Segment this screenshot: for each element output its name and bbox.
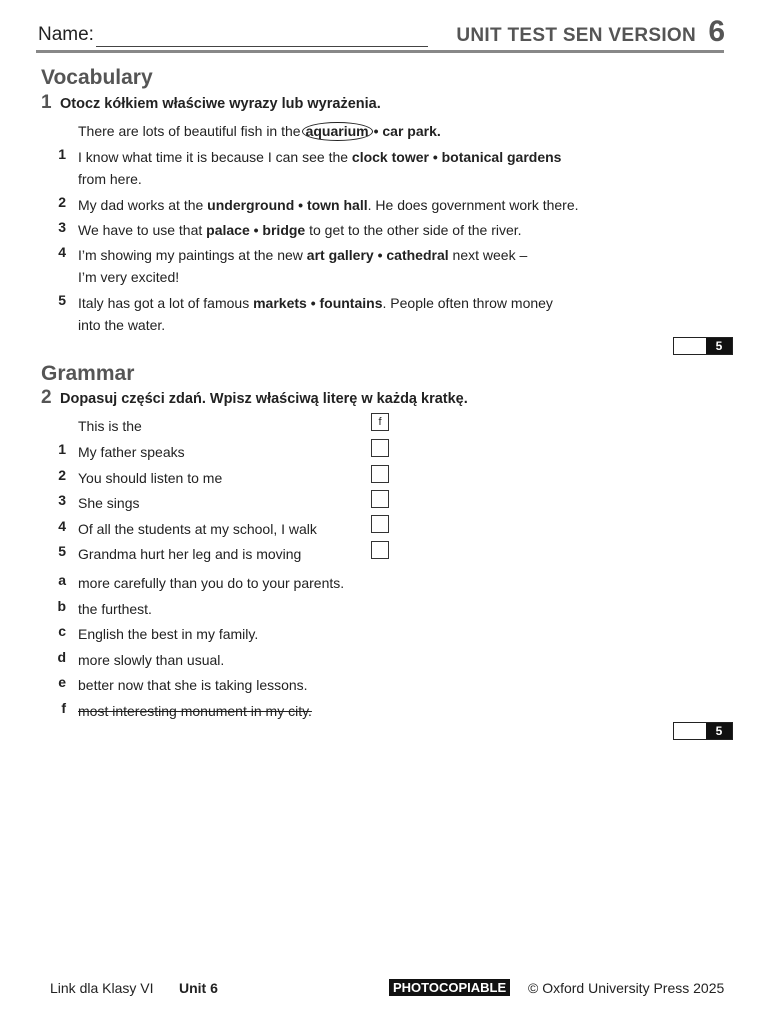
option-letter: a <box>58 572 66 588</box>
grammar-item-2: You should listen to me <box>78 470 223 486</box>
vocab-item-number: 2 <box>58 194 66 210</box>
grammar-section-title: Grammar <box>41 362 135 385</box>
option-f-used: most interesting monument in my city. <box>78 703 312 719</box>
grammar-item-number: 2 <box>58 467 66 483</box>
option-letter: d <box>57 649 66 665</box>
header-divider <box>36 50 724 53</box>
page-title: UNIT TEST SEN VERSION <box>456 25 696 46</box>
grammar-item-3: She sings <box>78 495 140 511</box>
vocab-choice[interactable]: palace • bridge <box>206 222 306 238</box>
vocab-choice[interactable]: art gallery • cathedral <box>306 247 449 263</box>
option-c: English the best in my family. <box>78 626 259 642</box>
circled-answer: aquarium <box>302 122 373 141</box>
grammar-example-text: This is the <box>78 418 142 434</box>
vocab-item-1: I know what time it is because I can see the clock tower • botanical gardens from here. <box>78 149 562 187</box>
vocab-item-3: We have to use that palace • bridge to get to the other side of the river. <box>78 222 522 238</box>
grammar-item-number: 4 <box>58 518 66 534</box>
grammar-score-box[interactable] <box>673 722 733 740</box>
task-1-instruction: Otocz kółkiem właściwe wyrazy lub wyrażenia. <box>60 96 381 112</box>
option-d: more slowly than usual. <box>78 652 225 668</box>
vocab-choice[interactable]: underground • town hall <box>207 197 368 213</box>
vocab-item-5: Italy has got a lot of famous markets • fountains. People often throw money into the water. <box>78 295 553 333</box>
name-label: Name: <box>38 24 94 45</box>
vocab-choice[interactable]: clock tower • botanical gardens <box>351 149 562 165</box>
example-text: There are lots of beautiful fish in the <box>78 123 301 139</box>
option-letter: f <box>61 700 66 716</box>
vocab-item-number: 4 <box>58 244 66 260</box>
answer-box-1[interactable] <box>371 439 389 457</box>
task-2-instruction: Dopasuj części zdań. Wpisz właściwą literę w każdą kratkę. <box>60 391 468 407</box>
option-e: better now that she is taking lessons. <box>78 677 308 693</box>
option-letter: b <box>57 598 66 614</box>
vocabulary-score-box[interactable] <box>673 337 733 355</box>
answer-box-5[interactable] <box>371 541 389 559</box>
vocab-item-2: My dad works at the underground • town hall. He does government work there. <box>78 197 579 213</box>
option-letter: e <box>58 674 66 690</box>
grammar-item-number: 5 <box>58 543 66 559</box>
vocabulary-section-title: Vocabulary <box>41 66 153 89</box>
grammar-item-number: 1 <box>58 441 66 457</box>
answer-box-4[interactable] <box>371 515 389 533</box>
grammar-item-1: My father speaks <box>78 444 185 460</box>
footer-book-title: Link dla Klasy VI <box>50 980 154 996</box>
photocopiable-badge: PHOTOCOPIABLE <box>389 979 510 997</box>
grammar-max-score: 5 <box>706 723 732 739</box>
task-1-number: 1 <box>41 92 52 113</box>
option-letter: c <box>58 623 66 639</box>
task-2-number: 2 <box>41 387 52 408</box>
grammar-item-5: Grandma hurt her leg and is moving <box>78 546 302 562</box>
vocab-item-number: 5 <box>58 292 66 308</box>
vocab-item-4: I’m showing my paintings at the new art gallery • cathedral next week – I’m very excited! <box>78 247 528 285</box>
option-b: the furthest. <box>78 601 152 617</box>
footer-unit: Unit 6 <box>179 980 218 996</box>
grammar-item-number: 3 <box>58 492 66 508</box>
vocabulary-max-score: 5 <box>706 338 732 354</box>
example-other-choice: • car park. <box>373 123 441 139</box>
name-field-line[interactable] <box>96 46 428 47</box>
grammar-example-answer-box: f <box>371 413 389 431</box>
unit-number: 6 <box>708 15 725 48</box>
vocab-item-number: 1 <box>58 146 66 162</box>
option-a: more carefully than you do to your parents. <box>78 575 345 591</box>
vocab-choice[interactable]: markets • fountains <box>253 295 383 311</box>
footer-copyright: © Oxford University Press 2025 <box>528 980 725 996</box>
grammar-item-4: Of all the students at my school, I walk <box>78 521 317 537</box>
answer-box-2[interactable] <box>371 465 389 483</box>
vocabulary-example <box>78 120 441 142</box>
answer-box-3[interactable] <box>371 490 389 508</box>
vocab-item-number: 3 <box>58 219 66 235</box>
